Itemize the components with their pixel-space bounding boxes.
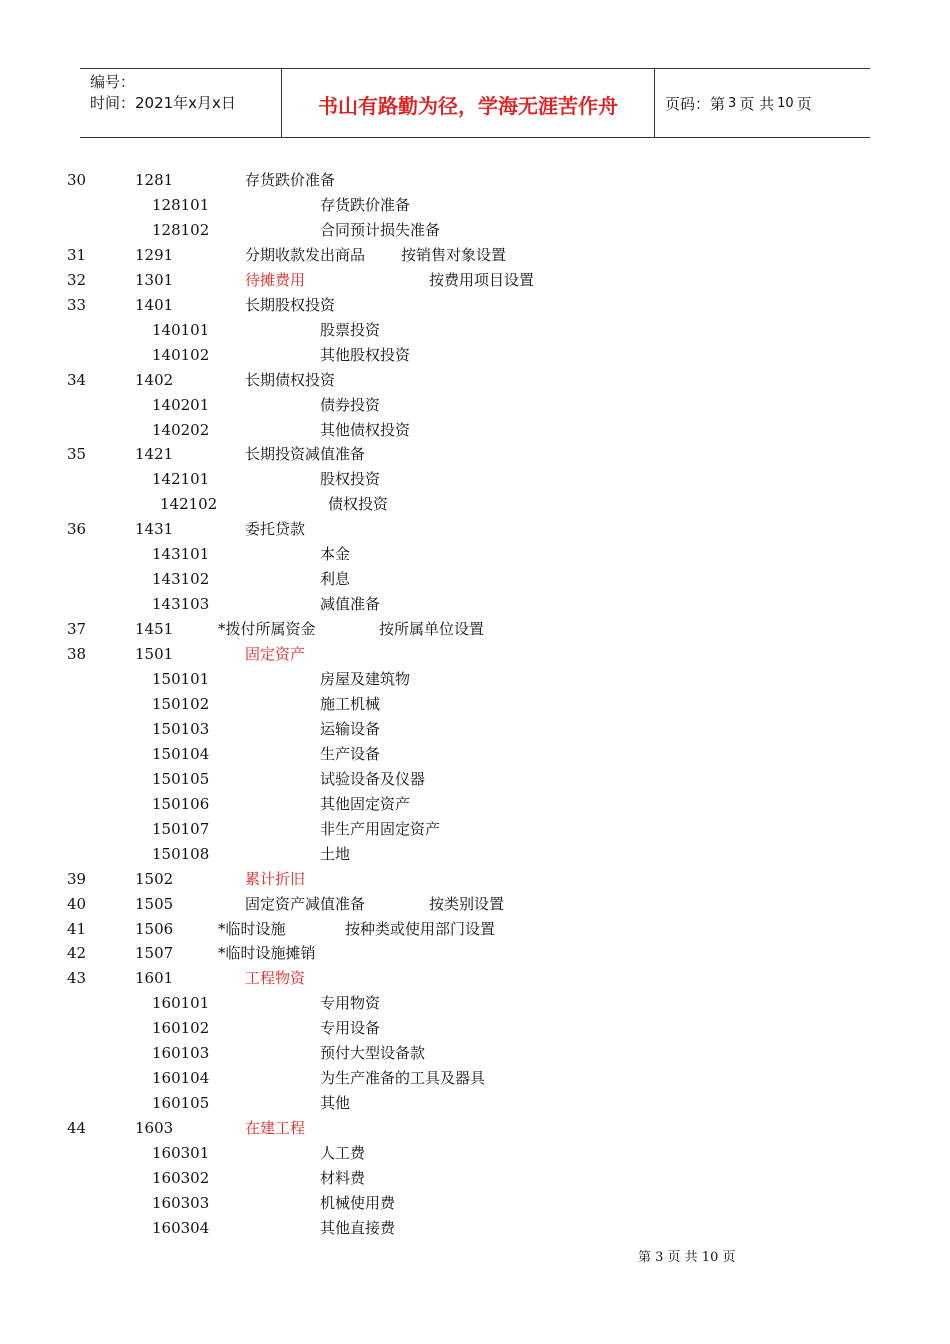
account-code: 160303 — [152, 1193, 210, 1212]
account-name: 待摊费用 — [245, 270, 306, 289]
account-code: 1601 — [135, 969, 174, 988]
account-row — [0, 642, 950, 667]
account-code: 150106 — [152, 794, 210, 813]
page-footer: 第 3 页 共 10 页 — [638, 1250, 736, 1265]
account-code: 150107 — [152, 819, 210, 838]
account-row — [0, 941, 950, 966]
row-number: 34 — [67, 370, 87, 389]
account-row — [0, 1141, 950, 1166]
account-code: 1301 — [135, 270, 174, 289]
account-name: 非生产用固定资产 — [320, 819, 441, 838]
account-row — [0, 842, 950, 867]
account-row — [0, 742, 950, 767]
account-row — [0, 717, 950, 742]
account-code: 150105 — [152, 769, 210, 788]
row-number: 30 — [67, 171, 87, 189]
account-name: 在建工程 — [245, 1119, 306, 1138]
header-motto: 书山有路勤为径，学海无涯苦作舟 — [282, 69, 655, 137]
account-code: 1506 — [135, 919, 174, 938]
row-number: 41 — [67, 919, 87, 938]
page-current: 3 — [728, 95, 737, 111]
account-note: 按销售对象设置 — [401, 245, 507, 264]
account-name: 人工费 — [320, 1144, 366, 1163]
account-note: 按种类或使用部门设置 — [345, 919, 496, 938]
account-row — [0, 692, 950, 717]
row-number: 33 — [67, 295, 87, 314]
account-name: 土地 — [320, 844, 351, 863]
account-row — [0, 667, 950, 692]
row-number: 31 — [67, 245, 87, 264]
account-code: 1501 — [135, 645, 174, 664]
account-name: 工程物资 — [245, 969, 306, 988]
account-name: 专用设备 — [320, 1019, 381, 1038]
account-name: 债券投资 — [320, 395, 381, 414]
row-number: 44 — [67, 1119, 87, 1138]
account-code: 1505 — [135, 894, 174, 913]
account-row — [0, 418, 950, 443]
account-code: 143103 — [152, 595, 210, 614]
account-name: 固定资产 — [245, 645, 306, 664]
account-row — [0, 492, 950, 517]
account-code: 128101 — [152, 195, 210, 214]
account-row — [0, 442, 950, 467]
account-row — [0, 592, 950, 617]
account-name: 债权投资 — [328, 495, 389, 514]
account-code: 1502 — [135, 869, 174, 888]
account-row — [0, 1016, 950, 1041]
account-code: 160101 — [152, 994, 210, 1013]
account-name: 房屋及建筑物 — [320, 670, 411, 688]
account-row — [0, 1191, 950, 1216]
account-row — [0, 817, 950, 842]
account-row — [0, 393, 950, 418]
account-name: 存货跌价准备 — [320, 195, 411, 214]
account-code: 1431 — [135, 520, 174, 539]
account-name: *拨付所属资金 — [218, 620, 316, 639]
account-code: 160301 — [152, 1144, 210, 1163]
account-row — [0, 1041, 950, 1066]
row-number: 36 — [67, 520, 87, 539]
account-code: 1451 — [135, 620, 174, 639]
account-row — [0, 293, 950, 318]
account-code: 140202 — [152, 420, 210, 439]
account-row — [0, 218, 950, 243]
account-name: 施工机械 — [320, 694, 381, 713]
account-name: 长期投资减值准备 — [245, 445, 366, 464]
account-name: 机械使用费 — [320, 1193, 396, 1212]
account-name: 股票投资 — [320, 320, 381, 339]
row-number: 43 — [67, 969, 87, 988]
account-name: 其他债权投资 — [320, 420, 411, 439]
account-code: 140101 — [152, 320, 210, 339]
account-name: 本金 — [320, 545, 351, 564]
account-code: 160302 — [152, 1169, 210, 1187]
account-row — [0, 1116, 950, 1141]
page-suffix: 页 — [796, 94, 812, 113]
account-name: *临时设施 — [218, 919, 286, 938]
account-name: 其他直接费 — [320, 1218, 396, 1237]
account-name: 为生产准备的工具及器具 — [320, 1069, 486, 1088]
account-name: 其他股权投资 — [320, 345, 411, 364]
account-row — [0, 1066, 950, 1091]
account-name: 预付大型设备款 — [320, 1044, 426, 1063]
account-code: 1603 — [135, 1119, 174, 1138]
account-code: 128102 — [152, 220, 210, 239]
account-row — [0, 567, 950, 592]
account-row — [0, 193, 950, 218]
account-row — [0, 168, 950, 193]
row-number: 42 — [67, 944, 87, 963]
page-mid: 页 共 — [739, 94, 775, 113]
account-name: 固定资产减值准备 — [245, 894, 366, 913]
account-row — [0, 1216, 950, 1241]
account-row — [0, 917, 950, 942]
account-code: 150102 — [152, 694, 210, 713]
account-code: 1291 — [135, 245, 174, 264]
account-row — [0, 792, 950, 817]
account-row — [0, 892, 950, 917]
page-prefix: 页码：第 — [665, 94, 726, 113]
account-name: 长期债权投资 — [245, 370, 336, 389]
account-row — [0, 268, 950, 293]
account-row — [0, 867, 950, 892]
account-code: 160102 — [152, 1019, 210, 1038]
account-name: 运输设备 — [320, 719, 381, 738]
account-row — [0, 767, 950, 792]
account-code: 160104 — [152, 1069, 210, 1088]
account-code: 143102 — [152, 570, 210, 589]
account-row — [0, 1166, 950, 1191]
account-code: 1402 — [135, 370, 174, 389]
account-row — [0, 542, 950, 567]
account-code: 150103 — [152, 719, 210, 738]
account-row — [0, 343, 950, 368]
account-row — [0, 617, 950, 642]
account-name: 合同预计损失准备 — [320, 220, 441, 239]
row-number: 35 — [67, 445, 87, 464]
account-name: 专用物资 — [320, 994, 381, 1013]
account-code: 150104 — [152, 744, 210, 763]
account-code: 1281 — [135, 171, 174, 189]
account-name: 累计折旧 — [245, 869, 306, 888]
account-code: 140102 — [152, 345, 210, 364]
account-name: 股权投资 — [320, 470, 381, 489]
account-code: 142102 — [160, 495, 218, 514]
row-number: 38 — [67, 645, 87, 664]
account-row — [0, 966, 950, 991]
account-name: *临时设施摊销 — [218, 944, 316, 963]
account-row — [0, 318, 950, 343]
account-code: 150101 — [152, 670, 210, 688]
account-row — [0, 517, 950, 542]
account-name: 其他 — [320, 1094, 351, 1113]
account-row — [0, 1091, 950, 1116]
account-code: 142101 — [152, 470, 210, 489]
account-code: 140201 — [152, 395, 210, 414]
row-number: 40 — [67, 894, 87, 913]
account-name: 利息 — [320, 570, 351, 589]
account-code: 1421 — [135, 445, 174, 464]
account-row — [0, 467, 950, 492]
account-name: 试验设备及仪器 — [320, 769, 426, 788]
account-name: 委托贷款 — [245, 520, 306, 539]
account-name: 长期股权投资 — [245, 295, 336, 314]
document-number-label: 编号： — [90, 73, 136, 91]
account-note: 按费用项目设置 — [429, 270, 535, 289]
account-code: 1507 — [135, 944, 174, 963]
document-time-label: 时间：2021年x月x日 — [90, 94, 236, 112]
page-total: 10 — [777, 95, 794, 111]
account-name: 减值准备 — [320, 595, 381, 614]
account-row — [0, 368, 950, 393]
account-name: 分期收款发出商品 — [245, 245, 366, 264]
row-number: 39 — [67, 869, 87, 888]
account-code: 160103 — [152, 1044, 210, 1063]
account-note: 按所属单位设置 — [379, 620, 485, 639]
row-number: 37 — [67, 620, 87, 639]
account-code: 160105 — [152, 1094, 210, 1113]
account-name: 其他固定资产 — [320, 794, 411, 813]
account-row — [0, 243, 950, 268]
account-code: 1401 — [135, 295, 174, 314]
account-name: 材料费 — [320, 1169, 366, 1187]
row-number: 32 — [67, 270, 87, 289]
account-name: 存货跌价准备 — [245, 171, 336, 189]
account-code: 150108 — [152, 844, 210, 863]
account-code: 160304 — [152, 1218, 210, 1237]
page-header — [80, 68, 870, 138]
header-meta — [80, 69, 282, 137]
account-row — [0, 991, 950, 1016]
account-name: 生产设备 — [320, 744, 381, 763]
header-page-indicator — [655, 69, 870, 137]
account-code: 143101 — [152, 545, 210, 564]
account-note: 按类别设置 — [429, 894, 505, 913]
